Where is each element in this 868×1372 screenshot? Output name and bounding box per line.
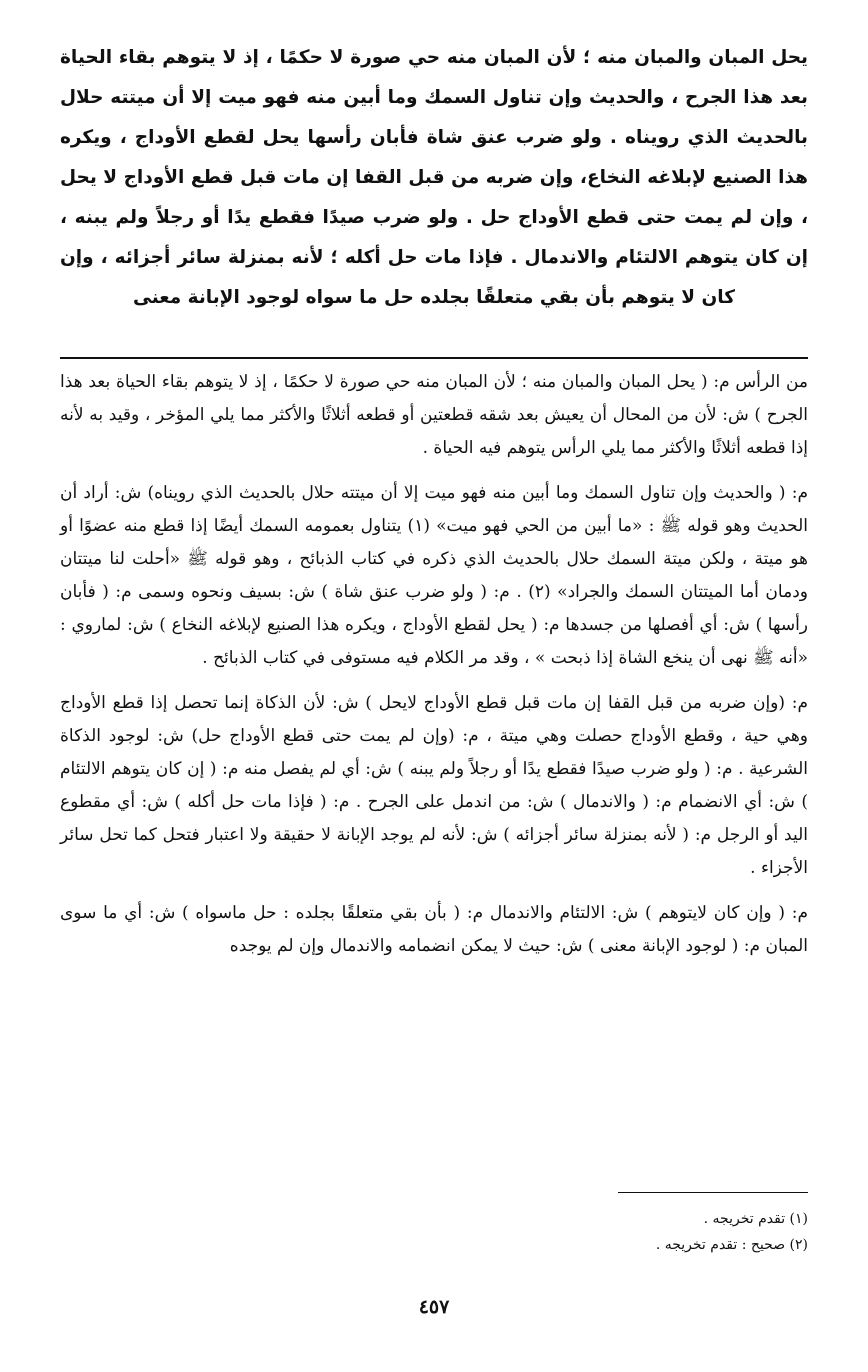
- page-number: ٤٥٧: [418, 1296, 450, 1318]
- commentary-paragraph: م: (وإن ضربه من قبل القفا إن مات قبل قطع الأوداج لايحل ) ش: لأن الذكاة إنما تحصل إذا قطع الأوداج وهي حية ، وقطع الأوداج حصلت وهي ميتة ، م: (وإن لم يمت حتى قطع الأوداج حل) ش: لوجود الذكاة الشرعية . م: ( ولو ضرب صيدًا فقطع يدًا أو رجلاً ولم يبنه ) ش: أي لم يفصل منه م: ( إن كان يتوهم الالتئام ) ش: أي الانضمام م: ( والاندمال ) ش: من اندمل على الجرح . م: ( فإذا مات حل أكله ) ش: أي مقطوع اليد أو الرجل م: ( لأنه بمنزلة سائر أجزائه ) ش: لأنه لم يوجد الإبانة لا حقيقة ولا اعتبار فتحل كما تحل سائر الأجزاء .: [60, 693, 808, 878]
- commentary-paragraph: م: ( والحديث وإن تناول السمك وما أبين منه فهو ميت إلا أن ميتته حلال بالحديث الذي رويناه) ش: أراد أن الحديث وهو قوله ﷺ : «ما أبين من الحي فهو ميت» (١) يتناول بعمومه السمك أيضًا إذا قطع منه عضوًا أو هو ميتة ، ولكن ميتة السمك حلال بالحديث الذي ذكره في كتاب الذبائح ، وهو قوله ﷺ «أحلت لنا ميتتان ودمان أما الميتتان السمك والجراد» (٢) . م: ( ولو ضرب عنق شاة ) ش: بسيف ونحوه وسمى م: ( فأبان رأسها ) ش: أي أفصلها من جسدها م: ( يحل لقطع الأوداج ، ويكره هذا الصنيع لإبلاغه النخاع ) ش: لماروي : «أنه ﷺ نهى أن ينخع الشاة إذا ذبحت » ، وقد مر الكلام فيه مستوفى في كتاب الذبائح .: [60, 483, 808, 668]
- footnote: (٢) صحيح : تقدم تخريجه .: [655, 1237, 808, 1253]
- commentary-paragraph: من الرأس م: ( يحل المبان والمبان منه ؛ لأن المبان منه حي صورة لا حكمًا ، إذ لا يتوهم بقاء الحياة بعد هذا الجرح ) ش: لأن من المحال أن يعيش بعد شقه قطعتين أو قطعه أثلاثًا والأكثر مما يلي المؤخر ، وقيد به لأنه إذا قطعه أثلاثًا والأكثر مما يلي الرأس يتوهم فيه الحياة .: [60, 372, 808, 458]
- main-text-block: يحل المبان والمبان منه ؛ لأن المبان منه حي صورة لا حكمًا ، إذ لا يتوهم بقاء الحياة بعد هذا الجرح ، والحديث وإن تناول السمك وما أبين منه فهو ميت إلا أن ميتته حلال بالحديث الذي رويناه . ولو ضرب عنق شاة فأبان رأسها يحل لقطع الأوداج ، ويكره هذا الصنيع لإبلاغه النخاع، وإن ضربه من قبل القفا إن مات قبل قطع الأوداج لا يحل ، وإن لم يمت حتى قطع الأوداج حل . ولو ضرب صيدًا فقطع يدًا أو رجلاً ولم يبنه ، إن كان يتوهم الالتئام والاندمال . فإذا مات حل أكله ؛ لأنه بمنزلة سائر أجزائه ، وإن كان لا يتوهم بأن بقي متعلقًا بجلده حل ما سواه لوجود الإبانة معنى: [60, 47, 808, 308]
- footnote: (١) تقدم تخريجه .: [703, 1211, 808, 1227]
- commentary-block: [60, 366, 808, 1181]
- section-divider: [60, 357, 808, 359]
- commentary-paragraph: م: ( وإن كان لايتوهم ) ش: الالتئام والاندمال م: ( بأن بقي متعلقًا بجلده : حل ماسواه ) ش: أي ما سوى المبان م: ( لوجود الإبانة معنى ) ش: حيث لا يمكن انضمامه والاندمال وإن لم يوجده: [60, 903, 808, 956]
- footnote-divider: [618, 1192, 808, 1193]
- footnotes-block: [208, 1206, 808, 1258]
